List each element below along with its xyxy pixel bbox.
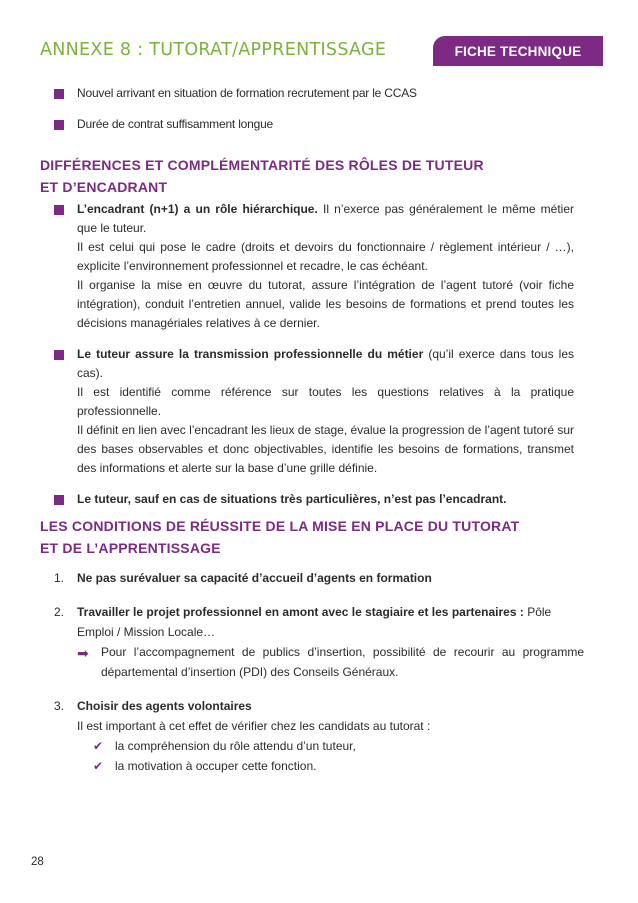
page-number: 28 bbox=[31, 856, 44, 868]
item-lead: Ne pas surévaluer sa capacité d’accueil d’agents en formation bbox=[77, 571, 432, 585]
numbered-item-2 bbox=[54, 602, 584, 682]
item-lead: Travailler le projet professionnel en amont avec le stagiaire et les partenaires : bbox=[77, 605, 524, 619]
roles-list bbox=[54, 200, 574, 521]
paragraph: Il est important à cet effet de vérifier chez les candidats au tutorat : bbox=[77, 719, 431, 733]
item-text: (qu’il exerce dans tous les cas). bbox=[77, 347, 574, 380]
item-lead: Choisir des agents volontaires bbox=[77, 699, 252, 713]
conditions-list bbox=[54, 568, 584, 790]
check-item bbox=[77, 756, 584, 776]
list-item-text: Nouvel arrivant en situation de formation recrutement par le CCAS bbox=[77, 86, 417, 100]
square-bullet-icon bbox=[54, 89, 64, 99]
paragraph: Il est identifié comme référence sur toutes les questions relatives à la pratique professionnelle. bbox=[77, 385, 574, 418]
arrow-right-icon: ➡ bbox=[77, 645, 89, 661]
square-bullet-icon bbox=[54, 120, 64, 130]
item-lead: Le tuteur assure la transmission professionnelle du métier bbox=[77, 347, 424, 361]
check-item bbox=[77, 736, 584, 756]
list-item bbox=[54, 84, 584, 103]
item-text: Il n’exerce pas généralement le même métier que le tuteur. bbox=[77, 202, 574, 235]
numbered-item-1 bbox=[54, 568, 584, 588]
numbered-item-3 bbox=[54, 696, 584, 776]
paragraph: Il organise la mise en œuvre du tutorat, assure l’intégration de l’agent tutoré (voir fiche intégration), conduit l’entretien annuel, valide les besoins de formations et prend toutes les décisions managériales relatives à ce dernier. bbox=[77, 278, 574, 330]
item-number: 3. bbox=[54, 699, 65, 713]
paragraph: Il définit en lien avec l’encadrant les lieux de stage, évalue la progression de l’agent tutoré sur des bases observables et donc objectivables, identifie les besoins de formations, transmet des informations et alerte sur la base d’une grille définie. bbox=[77, 423, 574, 475]
item-lead: L’encadrant (n+1) a un rôle hiérarchique. bbox=[77, 202, 318, 216]
square-bullet-icon bbox=[54, 495, 64, 505]
item-lead: Le tuteur, sauf en cas de situations très particulières, n’est pas l’encadrant. bbox=[77, 492, 507, 506]
section-heading-conditions bbox=[40, 515, 600, 559]
square-bullet-icon bbox=[54, 205, 64, 215]
list-item-encadrant bbox=[54, 200, 574, 333]
item-number: 1. bbox=[54, 571, 65, 585]
fiche-technique-badge: FICHE TECHNIQUE bbox=[433, 36, 603, 66]
check-icon: ✔ bbox=[93, 739, 104, 753]
list-item-tuteur bbox=[54, 345, 574, 478]
item-text: Pôle Emploi / Mission Locale… bbox=[77, 605, 552, 639]
list-item bbox=[54, 115, 584, 134]
heading-line: ET D’ENCADRANT bbox=[40, 179, 168, 195]
check-icon: ✔ bbox=[93, 759, 104, 773]
check-item-text: la compréhension du rôle attendu d’un tuteur, bbox=[115, 739, 356, 753]
paragraph: Il est celui qui pose le cadre (droits et devoirs du fonctionnaire / règlement intérieur / …), explicite l’environnement professionnel et recadre, le cas échéant. bbox=[77, 240, 574, 273]
check-item-text: la motivation à occuper cette fonction. bbox=[115, 759, 317, 773]
heading-line: DIFFÉRENCES ET COMPLÉMENTARITÉ DES RÔLES DE TUTEUR bbox=[40, 157, 484, 173]
intro-list bbox=[54, 84, 584, 146]
list-item-tuteur-non-encadrant bbox=[54, 490, 574, 509]
section-heading-roles bbox=[40, 154, 600, 198]
heading-line: LES CONDITIONS DE RÉUSSITE DE LA MISE EN PLACE DU TUTORAT bbox=[40, 518, 520, 534]
square-bullet-icon bbox=[54, 350, 64, 360]
item-number: 2. bbox=[54, 605, 65, 619]
list-item-text: Durée de contrat suffisamment longue bbox=[77, 117, 274, 131]
heading-line: ET DE L’APPRENTISSAGE bbox=[40, 540, 221, 556]
sub-item bbox=[77, 642, 584, 682]
sub-item-text: Pour l’accompagnement de publics d’insertion, possibilité de recourir au programme départemental d’insertion (PDI) des Conseils Généraux. bbox=[101, 645, 584, 679]
page-title: ANNEXE 8 : TUTORAT/APPRENTISSAGE bbox=[40, 40, 387, 60]
